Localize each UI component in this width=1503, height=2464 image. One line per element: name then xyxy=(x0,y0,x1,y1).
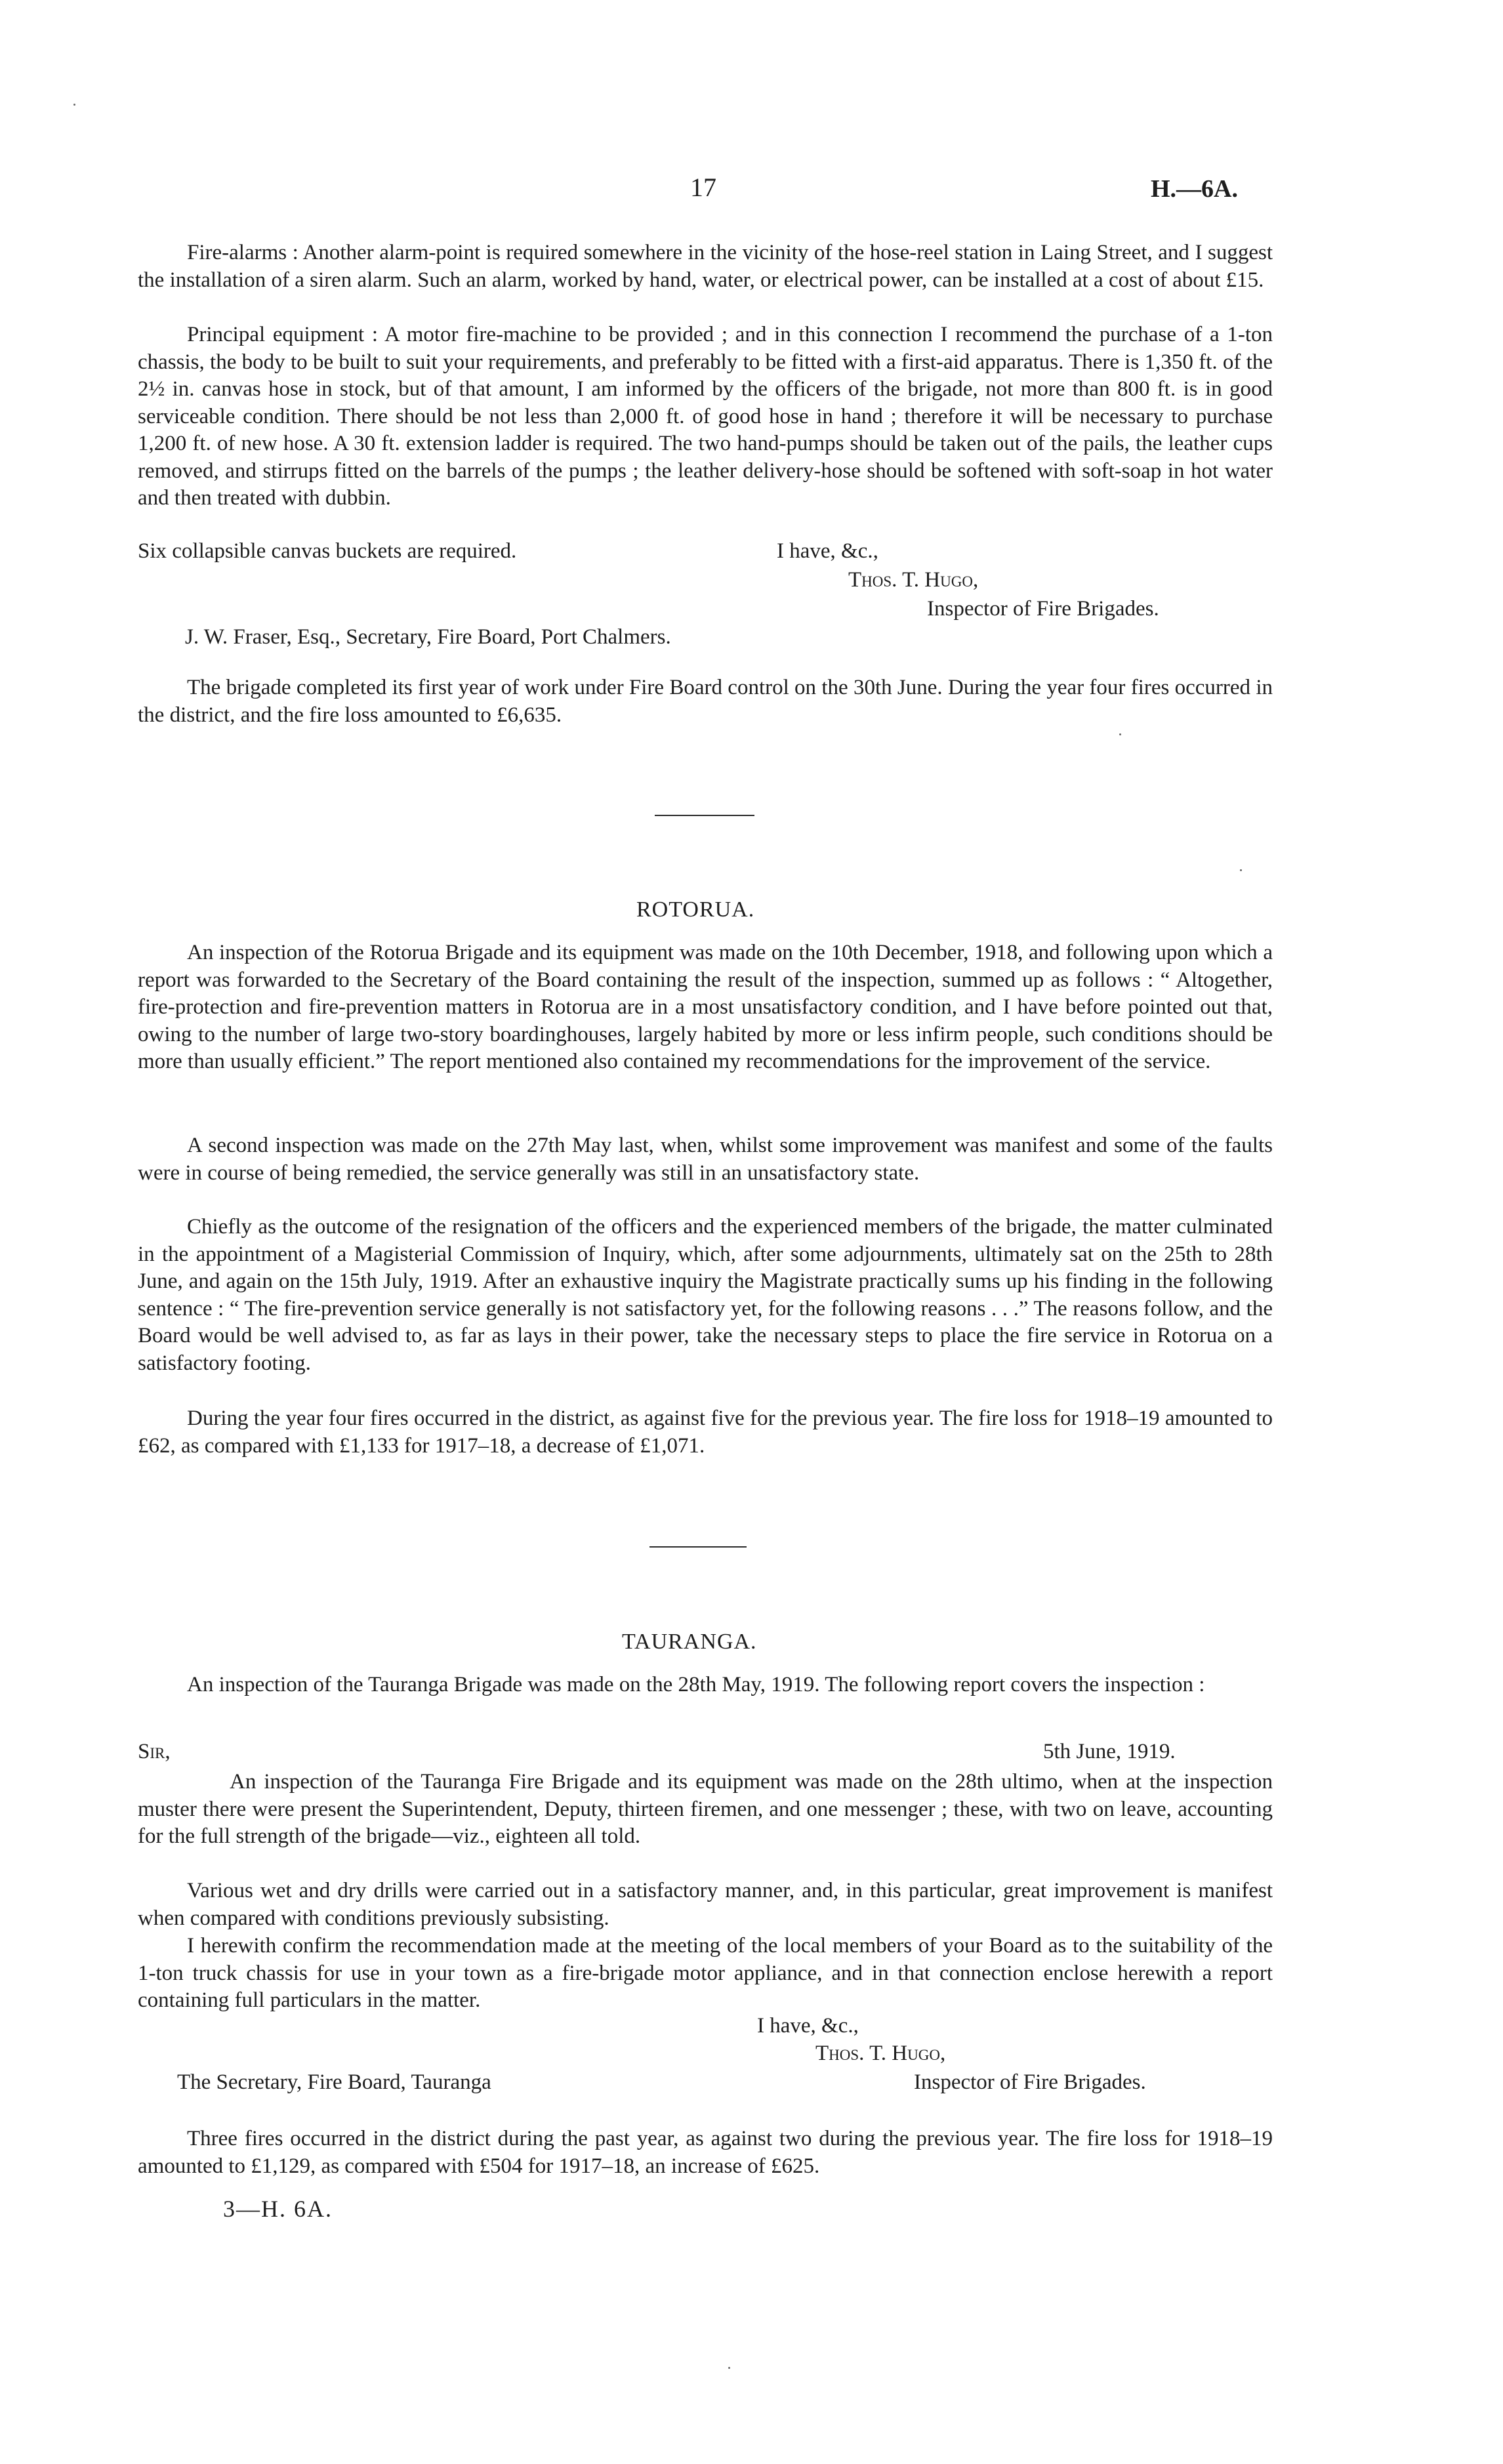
rotorua-paragraph-4: During the year four fires occurred in the district, as against five for the previous year. The fire loss for 1918–19 amounted to £62, as compared with £1,133 for 1917–18, a decrease of £1,071. xyxy=(138,1407,1273,1458)
scan-speck xyxy=(1119,733,1121,735)
signatory-name: Thos. T. Hugo, xyxy=(848,568,979,592)
signatory-name: Thos. T. Hugo, xyxy=(815,2042,946,2065)
port-chalmers-summary: The brigade completed its first year of work under Fire Board control on the 30th June. During the year four fires occurred in the district, and the fire loss amounted to £6,635. xyxy=(138,676,1273,727)
rotorua-paragraph-1: An inspection of the Rotorua Brigade and its equipment was made on the 10th December, 1918, and following upon which a report was forwarded to the Secretary of the Board containing the result of the inspection, summed up as follows : “ Altogether, fire-protection and fire-prevention matters in Rotorua are in a most unsatisfactory condition, and I have before pointed out that, owing to the number of large two-story boardinghouses, largely habited by more or less infirm people, such conditions should be more than usually efficient.” The report mentioned also contained my recommendations for the improvement of the service. xyxy=(138,941,1273,1073)
tauranga-letter-paragraph-1: An inspection of the Tauranga Fire Brigade and its equipment was made on the 28th ultimo, when at the inspection muster there were present the Superintendent, Deputy, thirteen firemen, and one messenger ; these, with two on leave, accounting for the full strength of the brigade—viz., eighteen all told. xyxy=(138,1770,1273,1848)
scan-speck xyxy=(728,2367,730,2369)
addressee: J. W. Fraser, Esq., Secretary, Fire Board, Port Chalmers. xyxy=(185,625,671,649)
section-divider xyxy=(655,815,754,816)
section-divider xyxy=(649,1546,747,1548)
signatory-title: Inspector of Fire Brigades. xyxy=(914,2070,1146,2094)
tauranga-letter-paragraph-3: I herewith confirm the recommendation made at the meeting of the local members of your Board as to the suitability of the 1-ton truck chassis for use in your town as a fire-brigade motor appliance, and in that connection enclose herewith a report containing full particulars in the matter. xyxy=(138,1934,1273,2012)
closing-line: I have, &c., xyxy=(757,2014,859,2038)
document-reference: H.—6A. xyxy=(1151,175,1238,203)
principal-equipment-paragraph: Principal equipment : A motor fire-machine to be provided ; and in this connection I recommend the purchase of a 1-ton chassis, the body to be built to suit your requirements, and preferably to be fitted with a first-aid apparatus. There is 1,350 ft. of the 2½ in. canvas hose in stock, but of that amount, I am informed by the officers of the brigade, not more than 800 ft. is in good serviceable condition. There should be not less than 2,000 ft. of good hose in hand ; therefore it will be necessary to purchase 1,200 ft. of new hose. A 30 ft. extension ladder is required. The two hand-pumps should be taken out of the pails, the leather cups removed, and stirrups fitted on the barrels of the pumps ; the leather delivery-hose should be softened with soft-soap in hot water and then treated with dubbin. xyxy=(138,323,1273,510)
salutation: Sir, xyxy=(138,1740,171,1763)
page-number: 17 xyxy=(690,173,716,202)
tauranga-heading: TAURANGA. xyxy=(622,1630,757,1654)
closing-line: I have, &c., xyxy=(777,539,878,563)
scan-speck xyxy=(1240,869,1242,871)
rotorua-paragraph-3: Chiefly as the outcome of the resignation of the officers and the experienced members of the brigade, the matter culminated in the appointment of a Magisterial Commission of Inquiry, which, after some adjournments, ultimately sat on the 25th to 28th June, and again on the 15th July, 1919. After an exhaustive inquiry the Magistrate practically sums up his finding in the following sentence : “ The fire-prevention service generally is not satisfactory yet, for the following reasons . . .” The reasons follow, and the Board would be well advised to, as far as lays in their power, take the necessary steps to place the fire service in Rotorua on a satisfactory footing. xyxy=(138,1215,1273,1375)
tauranga-letter-paragraph-2: Various wet and dry drills were carried out in a satisfactory manner, and, in this particular, great improvement is manifest when compared with conditions previously subsisting. xyxy=(138,1879,1273,1930)
rotorua-heading: ROTORUA. xyxy=(636,897,755,922)
addressee: The Secretary, Fire Board, Tauranga xyxy=(177,2070,491,2094)
signatory-title: Inspector of Fire Brigades. xyxy=(927,597,1159,621)
scan-speck xyxy=(73,104,75,106)
equipment-last-line: Six collapsible canvas buckets are required. xyxy=(138,539,517,563)
tauranga-summary: Three fires occurred in the district during the past year, as against two during the previous year. The fire loss for 1918–19 amounted to £1,129, as compared with £504 for 1917–18, an increase of £625. xyxy=(138,2127,1273,2178)
signature-mark: 3—H. 6A. xyxy=(223,2196,333,2222)
letter-date: 5th June, 1919. xyxy=(1043,1740,1176,1763)
tauranga-intro: An inspection of the Tauranga Brigade was made on the 28th May, 1919. The following report covers the inspection : xyxy=(187,1673,1205,1696)
rotorua-paragraph-2: A second inspection was made on the 27th May last, when, whilst some improvement was manifest and some of the faults were in course of being remedied, the service generally was still in an unsatisfactory state. xyxy=(138,1134,1273,1185)
fire-alarms-paragraph: Fire-alarms : Another alarm-point is required somewhere in the vicinity of the hose-reel station in Laing Street, and I suggest the installation of a siren alarm. Such an alarm, worked by hand, water, or electrical power, can be installed at a cost of about £15. xyxy=(138,241,1273,292)
